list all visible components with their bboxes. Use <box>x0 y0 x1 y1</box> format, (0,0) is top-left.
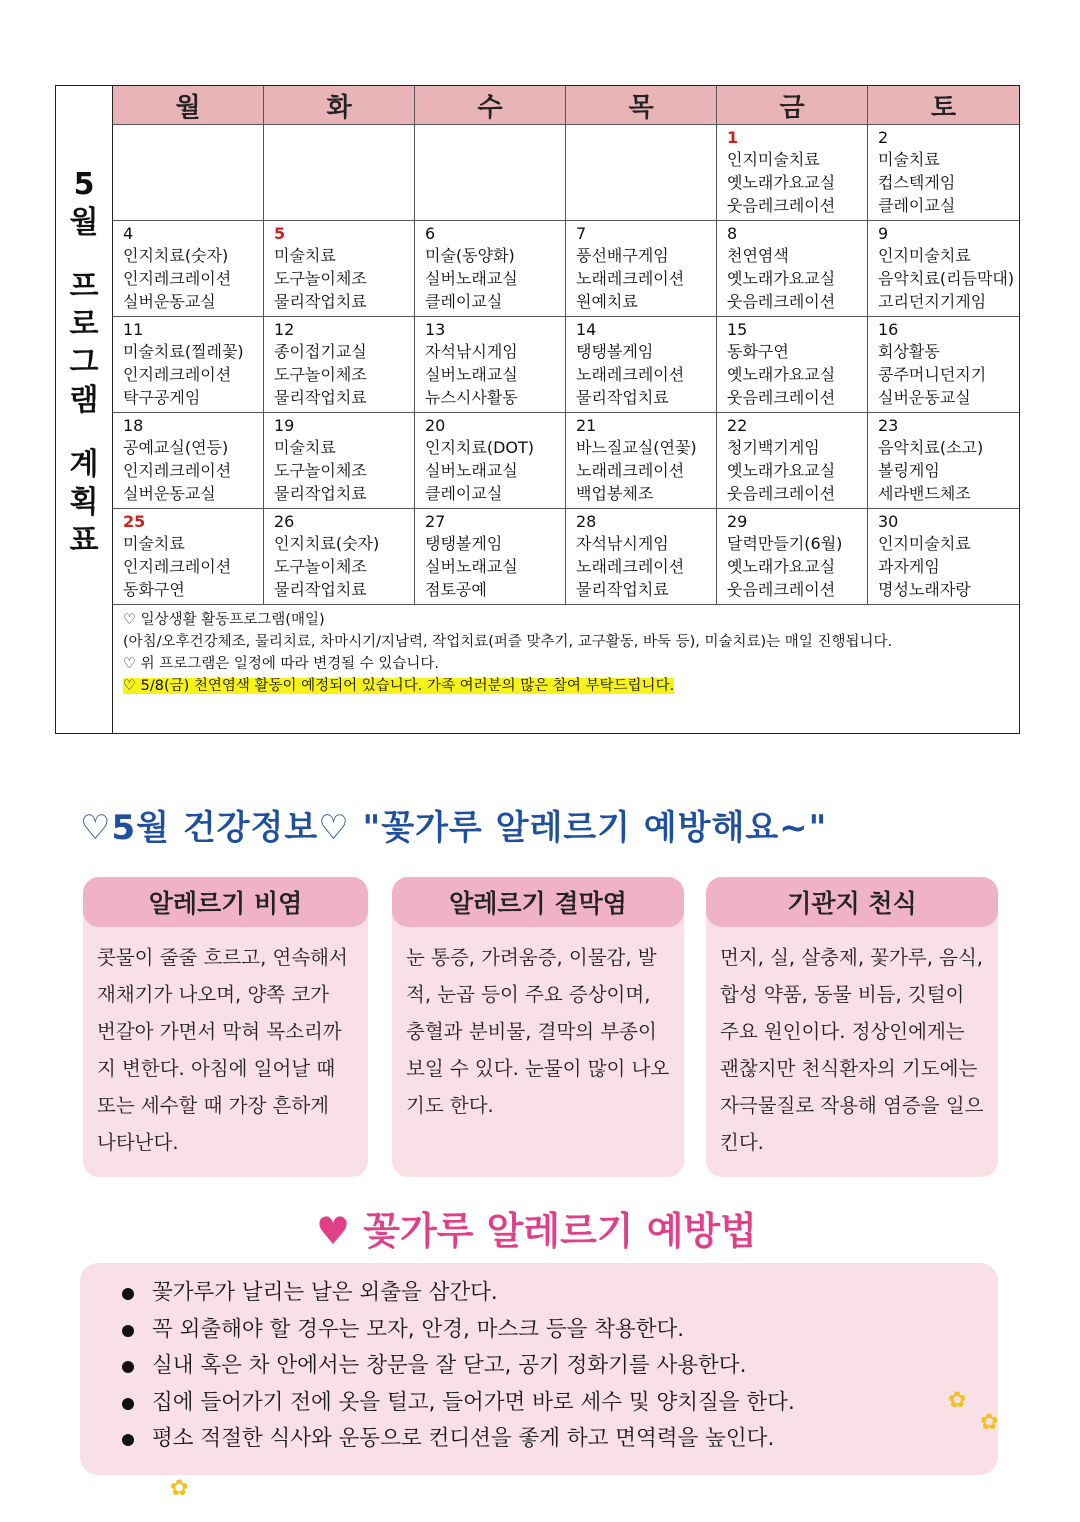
card-title: 기관지 천식 <box>706 877 998 927</box>
activity-item: 옛노래가요교실 <box>727 461 836 480</box>
day-number: 22 <box>727 416 748 435</box>
calendar-day-cell <box>264 317 415 413</box>
activity-item: 탱탱볼게임 <box>425 534 503 553</box>
activity-item: 인지치료(숫자) <box>123 246 229 265</box>
activity-item: 실버운동교실 <box>123 292 216 311</box>
calendar-day-cell <box>868 509 1019 605</box>
day-number: 18 <box>123 416 144 435</box>
activity-item: 실버노래교실 <box>425 269 518 288</box>
activity-item: 실버운동교실 <box>878 388 971 407</box>
card-body: 콧물이 줄줄 흐르고, 연속해서 재채기가 나오며, 양쪽 코가 번갈아 가면서 막혀 목소리까지 변한다. 아침에 일어날 때 또는 세수할 때 가장 흔하게 나타난다. <box>97 946 348 1154</box>
activity-item: 뉴스시사활동 <box>425 388 518 407</box>
activity-item: 물리작업치료 <box>274 292 367 311</box>
program-schedule-table <box>55 85 1020 734</box>
activity-item: 미술치료(찔레꽃) <box>123 342 244 361</box>
calendar-day-cell <box>566 317 717 413</box>
activity-item: 클레이교실 <box>425 292 503 311</box>
activity-item: 노래레크레이션 <box>576 461 685 480</box>
activity-item: 물리작업치료 <box>274 484 367 503</box>
prevention-item: 평소 적절한 식사와 운동으로 컨디션을 좋게 하고 면역력을 높인다. <box>152 1421 998 1458</box>
activity-item: 천연염색 <box>727 246 789 265</box>
activity-item: 클레이교실 <box>878 196 956 215</box>
activity-item: 점토공예 <box>425 580 487 599</box>
day-number: 30 <box>878 512 899 531</box>
calendar-day-cell <box>415 317 566 413</box>
side-title-char: 월 <box>69 205 99 240</box>
flower-decoration-icon: ✿ <box>170 1476 189 1501</box>
calendar-day-cell <box>868 413 1019 509</box>
side-title-char: 그 <box>69 345 99 380</box>
activity-item: 백업봉체조 <box>576 484 654 503</box>
activity-item: 컵스텍게임 <box>878 173 956 192</box>
day-number: 12 <box>274 320 295 339</box>
activity-item: 청기백기게임 <box>727 438 820 457</box>
calendar-day-cell <box>415 509 566 605</box>
prevention-item: 꽃가루가 날리는 날은 외출을 삼간다. <box>152 1275 998 1312</box>
activity-item: 옛노래가요교실 <box>727 365 836 384</box>
activity-item: 물리작업치료 <box>274 580 367 599</box>
info-card-conjunctivitis <box>392 877 684 1177</box>
activity-item: 바느질교실(연꽃) <box>576 438 697 457</box>
day-header-fri: 금 <box>717 86 868 125</box>
day-number: 20 <box>425 416 446 435</box>
activity-item: 명성노래자랑 <box>878 580 971 599</box>
card-title: 알레르기 비염 <box>83 877 368 927</box>
calendar-day-cell <box>415 221 566 317</box>
calendar-day-cell <box>566 125 717 221</box>
activity-item: 풍선배구게임 <box>576 246 669 265</box>
calendar-day-cell <box>264 221 415 317</box>
card-title: 알레르기 결막염 <box>392 877 684 927</box>
day-number: 16 <box>878 320 899 339</box>
prevention-box <box>80 1263 998 1475</box>
activity-item: 미술치료 <box>123 534 185 553</box>
day-number: 2 <box>878 128 889 147</box>
activity-item: 종이접기교실 <box>274 342 367 361</box>
activity-item: 탱탱볼게임 <box>576 342 654 361</box>
card-body: 먼지, 실, 살충제, 꽃가루, 음식, 합성 약품, 동물 비듬, 깃털이 주요 원인이다. 정상인에게는 괜찮지만 천식환자의 기도에는 자극물질로 작용해 염증을 일으킨다. <box>720 946 984 1154</box>
day-header-wed: 수 <box>415 86 566 125</box>
activity-item: 웃음레크레이션 <box>727 292 836 311</box>
day-number: 19 <box>274 416 295 435</box>
calendar-day-cell <box>264 509 415 605</box>
activity-item: 콩주머니던지기 <box>878 365 987 384</box>
side-title-char: 획 <box>69 485 99 520</box>
activity-item: 웃음레크레이션 <box>727 388 836 407</box>
day-number: 28 <box>576 512 597 531</box>
activity-item: 노래레크레이션 <box>576 365 685 384</box>
activity-item: 웃음레크레이션 <box>727 484 836 503</box>
activity-item: 도구놀이체조 <box>274 557 367 576</box>
prevention-title: ♥ 꽃가루 알레르기 예방법 <box>316 1209 757 1253</box>
activity-item: 옛노래가요교실 <box>727 269 836 288</box>
side-title-char: 프 <box>69 269 99 304</box>
calendar-day-cell <box>566 413 717 509</box>
calendar-day-cell <box>113 413 264 509</box>
activity-item: 음악치료(소고) <box>878 438 984 457</box>
activity-item: 도구놀이체조 <box>274 461 367 480</box>
activity-item: 물리작업치료 <box>274 388 367 407</box>
activity-item: 도구놀이체조 <box>274 365 367 384</box>
activity-item: 동화구연 <box>123 580 185 599</box>
card-body: 눈 통증, 가려움증, 이물감, 발적, 눈곱 등이 주요 증상이며, 충혈과 분비물, 결막의 부종이 보일 수 있다. 눈물이 많이 나오기도 한다. <box>406 946 670 1117</box>
day-number: 13 <box>425 320 446 339</box>
activity-item: 인지미술치료 <box>878 534 971 553</box>
activity-item: 인지레크레이션 <box>123 557 232 576</box>
side-title-char: 계 <box>69 447 99 482</box>
activity-item: 세라밴드체조 <box>878 484 971 503</box>
schedule-notes <box>113 605 1019 733</box>
calendar-day-cell <box>868 125 1019 221</box>
calendar-day-cell <box>566 509 717 605</box>
side-title-char: 램 <box>69 383 99 418</box>
day-number: 15 <box>727 320 748 339</box>
calendar-day-cell <box>717 509 868 605</box>
activity-item: 실버노래교실 <box>425 461 518 480</box>
activity-item: 실버노래교실 <box>425 557 518 576</box>
activity-item: 과자게임 <box>878 557 940 576</box>
calendar-day-cell <box>264 413 415 509</box>
side-title-char: 로 <box>69 307 99 342</box>
day-number: 27 <box>425 512 446 531</box>
schedule-side-title <box>56 86 113 733</box>
activity-item: 물리작업치료 <box>576 580 669 599</box>
day-number: 9 <box>878 224 889 243</box>
calendar-day-cell <box>717 317 868 413</box>
activity-item: 옛노래가요교실 <box>727 557 836 576</box>
activity-item: 노래레크레이션 <box>576 557 685 576</box>
activity-item: 자석낚시게임 <box>576 534 669 553</box>
note-change-notice: ♡ 위 프로그램은 일정에 따라 변경될 수 있습니다. <box>123 656 440 672</box>
activity-item: 미술치료 <box>274 246 336 265</box>
day-number: 14 <box>576 320 597 339</box>
activity-item: 음악치료(리듬막대) <box>878 269 1015 288</box>
calendar-day-cell <box>717 221 868 317</box>
activity-item: 인지미술치료 <box>878 246 971 265</box>
activity-item: 웃음레크레이션 <box>727 196 836 215</box>
activity-item: 인지레크레이션 <box>123 269 232 288</box>
activity-item: 인지레크레이션 <box>123 461 232 480</box>
prevention-item: 꼭 외출해야 할 경우는 모자, 안경, 마스크 등을 착용한다. <box>152 1312 998 1349</box>
activity-item: 인지치료(숫자) <box>274 534 380 553</box>
day-header-mon: 월 <box>113 86 264 125</box>
day-number: 7 <box>576 224 587 243</box>
flower-decoration-icon: ✿ <box>948 1388 967 1413</box>
note-highlight-event: ♡ 5/8(금) 천연염색 활동이 예정되어 있습니다. 가족 여러분의 많은 참여 부탁드립니다. <box>123 678 675 694</box>
calendar-day-cell <box>717 125 868 221</box>
side-title-char: 표 <box>69 523 99 558</box>
calendar-day-cell <box>113 317 264 413</box>
day-number: 26 <box>274 512 295 531</box>
activity-item: 미술치료 <box>274 438 336 457</box>
activity-item: 인지미술치료 <box>727 150 820 169</box>
calendar-day-cell <box>566 221 717 317</box>
activity-item: 볼링게임 <box>878 461 940 480</box>
activity-item: 실버노래교실 <box>425 365 518 384</box>
activity-item: 인지레크레이션 <box>123 365 232 384</box>
calendar-day-cell <box>113 509 264 605</box>
activity-item: 원예치료 <box>576 292 638 311</box>
calendar-day-cell <box>868 317 1019 413</box>
day-header-tue: 화 <box>264 86 415 125</box>
prevention-item: 실내 혹은 차 안에서는 창문을 잘 닫고, 공기 정화기를 사용한다. <box>152 1348 998 1385</box>
day-number: 25 <box>123 512 146 531</box>
calendar-day-cell <box>415 125 566 221</box>
activity-item: 옛노래가요교실 <box>727 173 836 192</box>
activity-item: 공예교실(연등) <box>123 438 229 457</box>
activity-item: 인지치료(DOT) <box>425 438 534 457</box>
day-number: 4 <box>123 224 134 243</box>
calendar-day-cell <box>113 221 264 317</box>
day-number: 23 <box>878 416 899 435</box>
note-daily-title: ♡ 일상생활 활동프로그램(매일) <box>123 612 325 628</box>
calendar-day-cell <box>415 413 566 509</box>
activity-item: 노래레크레이션 <box>576 269 685 288</box>
prevention-list <box>80 1263 998 1458</box>
health-info-title: ♡5월 건강정보♡ "꽃가루 알레르기 예방해요~" <box>80 808 828 848</box>
day-number: 11 <box>123 320 144 339</box>
activity-item: 도구놀이체조 <box>274 269 367 288</box>
calendar-day-cell <box>717 413 868 509</box>
activity-item: 미술(동양화) <box>425 246 515 265</box>
info-card-rhinitis <box>83 877 368 1177</box>
calendar-day-cell <box>264 125 415 221</box>
activity-item: 탁구공게임 <box>123 388 201 407</box>
activity-item: 달력만들기(6월) <box>727 534 843 553</box>
activity-item: 자석낚시게임 <box>425 342 518 361</box>
activity-item: 고리던지기게임 <box>878 292 987 311</box>
day-number: 5 <box>274 224 286 243</box>
day-number: 6 <box>425 224 436 243</box>
day-number: 1 <box>727 128 739 147</box>
calendar-day-cell <box>868 221 1019 317</box>
activity-item: 동화구연 <box>727 342 789 361</box>
activity-item: 실버운동교실 <box>123 484 216 503</box>
activity-item: 클레이교실 <box>425 484 503 503</box>
prevention-item: 집에 들어가기 전에 옷을 털고, 들어가면 바로 세수 및 양치질을 한다. <box>152 1385 998 1422</box>
day-number: 8 <box>727 224 738 243</box>
day-number: 21 <box>576 416 597 435</box>
activity-item: 물리작업치료 <box>576 388 669 407</box>
note-daily-desc: (아침/오후건강체조, 물리치료, 차마시기/지남력, 작업치료(퍼즐 맞추기, 교구활동, 바둑 등), 미술치료)는 매일 진행됩니다. <box>123 634 893 650</box>
day-number: 29 <box>727 512 748 531</box>
flower-decoration-icon: ✿ <box>980 1410 999 1435</box>
day-header-sat: 토 <box>868 86 1019 125</box>
day-header-thu: 목 <box>566 86 717 125</box>
activity-item: 회상활동 <box>878 342 940 361</box>
calendar-day-cell <box>113 125 264 221</box>
activity-item: 웃음레크레이션 <box>727 580 836 599</box>
info-card-asthma <box>706 877 998 1177</box>
activity-item: 미술치료 <box>878 150 940 169</box>
side-title-char: 5 <box>73 167 95 202</box>
